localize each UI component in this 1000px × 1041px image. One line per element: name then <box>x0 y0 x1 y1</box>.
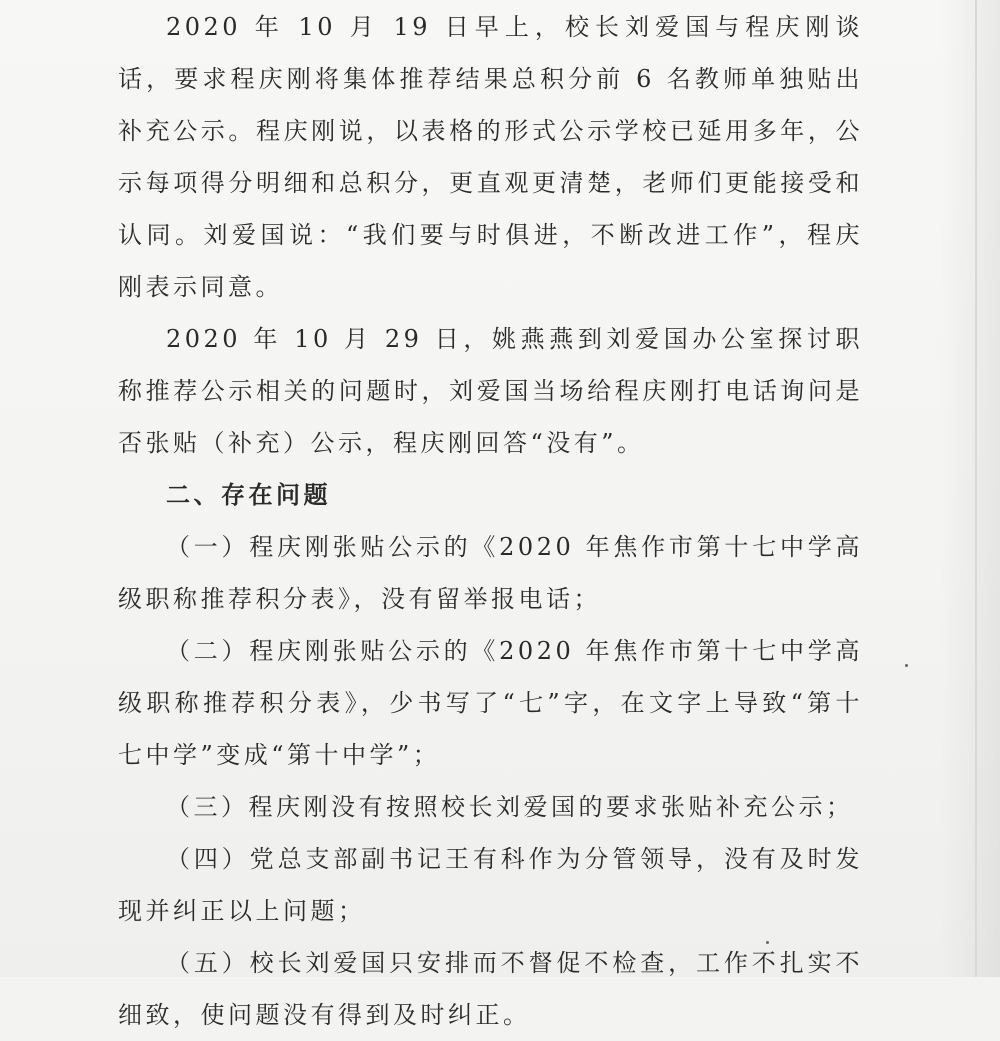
page-shadow <box>940 0 1000 977</box>
section-heading-problems: 二、存在问题 <box>166 481 331 509</box>
scan-speck <box>905 664 908 667</box>
document-body <box>118 0 863 1041</box>
page-edge <box>975 0 977 977</box>
paragraph-meeting-oct29: 2020 年 10 月 29 日，姚燕燕到刘爱国办公室探讨职称推荐公示相关的问题时，刘爱国当场给程庆刚打电话询问是否张贴（补充）公示，程庆刚回答“没有”。 <box>118 325 863 457</box>
issue-item-5: （五）校长刘爱国只安排而不督促不检查，工作不扎实不细致，使问题没有得到及时纠正。 <box>118 949 863 1029</box>
issue-item-4: （四）党总支部副书记王有科作为分管领导，没有及时发现并纠正以上问题； <box>118 845 863 925</box>
paragraph-meeting-oct19: 2020 年 10 月 19 日早上，校长刘爱国与程庆刚谈话，要求程庆刚将集体推荐结果总积分前 6 名教师单独贴出补充公示。程庆刚说，以表格的形式公示学校已延用多年，公示每项得分明细和总积分，更直观更清楚，老师们更能接受和认同。刘爱国说：“我们要与时俱进，不断改进工作”，程庆刚表示同意。 <box>118 13 863 301</box>
scan-speck <box>766 941 769 944</box>
issue-item-1: （一）程庆刚张贴公示的《2020 年焦作市第十七中学高级职称推荐积分表》，没有留举报电话； <box>118 533 863 613</box>
issue-item-2: （二）程庆刚张贴公示的《2020 年焦作市第十七中学高级职称推荐积分表》，少书写了“七”字，在文字上导致“第十七中学”变成“第十中学”； <box>118 637 863 769</box>
issue-item-3: （三）程庆刚没有按照校长刘爱国的要求张贴补充公示； <box>166 793 854 821</box>
